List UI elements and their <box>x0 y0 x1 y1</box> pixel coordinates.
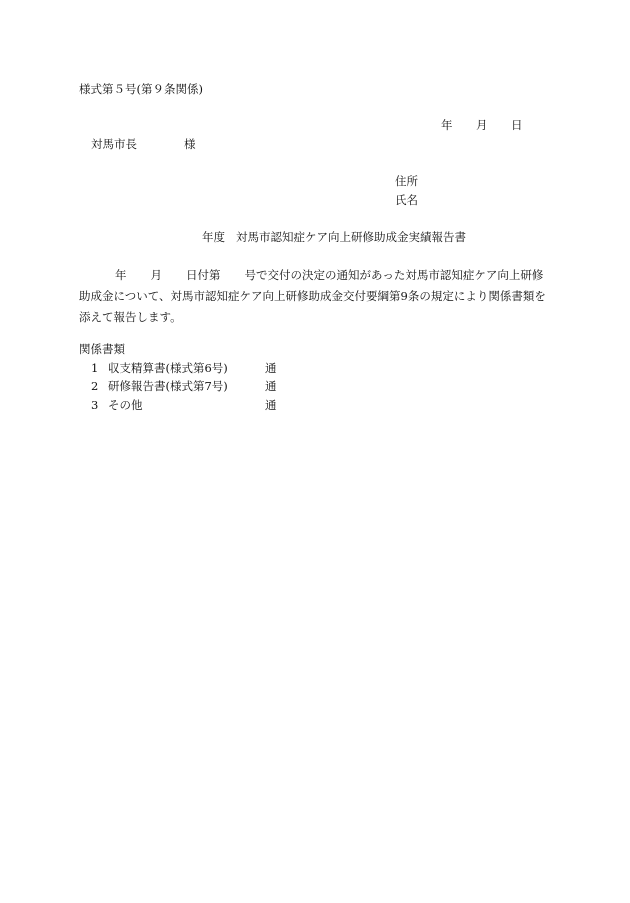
document-item-label: 研修報告書(様式第7号) <box>108 379 228 393</box>
document-item-label: 収支精算書(様式第6号) <box>108 361 228 375</box>
title-year-suffix: 年度 <box>202 230 225 244</box>
document-item-unit: 通 <box>265 379 277 393</box>
document-item-unit: 通 <box>265 398 277 412</box>
document-item-unit: 通 <box>265 361 277 375</box>
date-year-label: 年 <box>441 118 453 132</box>
addressee-name: 対馬市長 <box>91 137 137 151</box>
address-label: 住所 <box>395 174 418 188</box>
name-label: 氏名 <box>395 193 418 207</box>
form-number: 様式第５号(第９条関係) <box>79 82 203 96</box>
body-text: 号で交付の決定の通知があった対馬市認知症ケア向上研修助成金について、対馬市認知症ケア向上研修助成金交付要綱第9条の規定により関係書類を添えて報告します。 <box>79 268 546 324</box>
documents-heading: 関係書類 <box>79 342 125 356</box>
date-day-label: 日 <box>511 118 523 132</box>
document-item-label: その他 <box>108 398 143 412</box>
date-month-label: 月 <box>476 118 488 132</box>
document-item-number: 3 <box>91 398 99 412</box>
body-year-label: 年 <box>115 268 127 282</box>
title-text: 対馬市認知症ケア向上研修助成金実績報告書 <box>236 230 466 244</box>
body-day-no-label: 日付第 <box>186 268 221 282</box>
document-item-number: 2 <box>91 379 99 393</box>
document-item-number: 1 <box>91 361 99 375</box>
body-paragraph <box>79 265 549 328</box>
addressee-honorific: 様 <box>184 137 196 151</box>
body-month-label: 月 <box>150 268 162 282</box>
